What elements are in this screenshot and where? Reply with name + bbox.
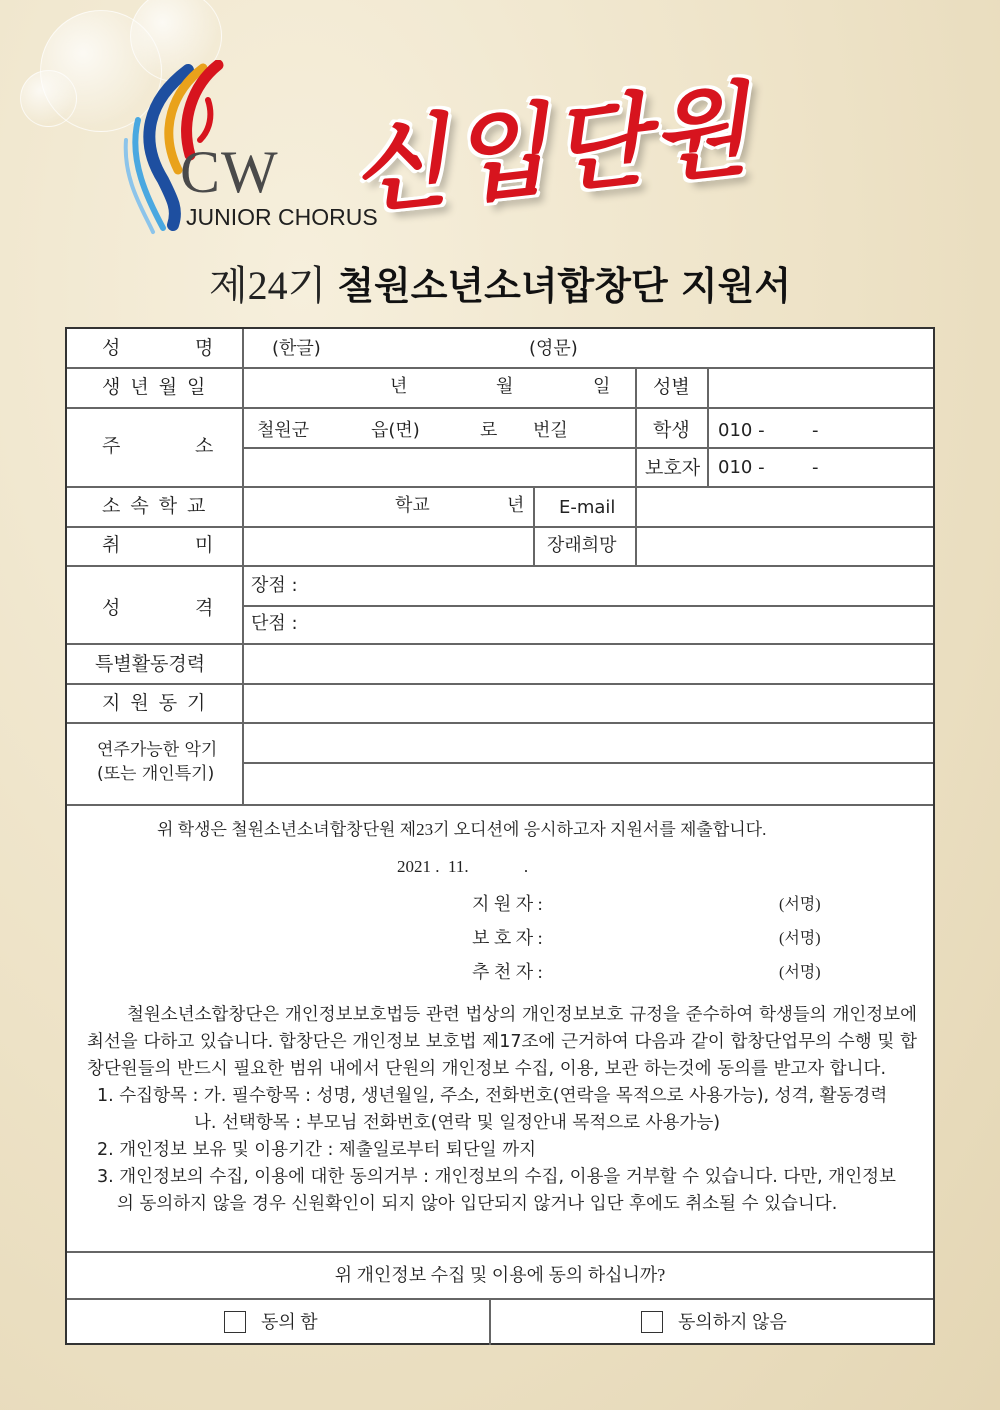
application-form xyxy=(65,327,935,1345)
disagree-label: 동의하지 않음 xyxy=(678,1312,787,1332)
address-number[interactable]: 번길 xyxy=(533,420,568,441)
email-label: E-mail xyxy=(559,497,616,518)
motivation-label: 지원동기 xyxy=(102,692,216,714)
guardian-phone-dash: - xyxy=(812,457,819,478)
agree-label: 동의 함 xyxy=(261,1312,318,1332)
student-phone-field[interactable]: 010 - xyxy=(718,420,765,441)
applicant-label: 지 원 자 : xyxy=(472,894,543,914)
character-label-1: 성 xyxy=(102,597,121,619)
privacy-item-1b: 나. 선택항목 : 부모님 전화번호(연락 및 일정안내 목적으로 사용가능) xyxy=(194,1113,721,1133)
birth-month[interactable]: 월 xyxy=(496,376,514,397)
agree-checkbox[interactable] xyxy=(224,1311,246,1333)
address-label-1: 주 xyxy=(102,435,121,457)
guardian-phone-label: 보호자 xyxy=(645,457,701,479)
gender-label: 성별 xyxy=(653,376,690,398)
grade-suffix[interactable]: 년 xyxy=(507,495,525,516)
name-korean-field[interactable]: (한글) xyxy=(272,338,321,359)
name-label-1: 성 xyxy=(102,337,121,359)
address-label-2: 소 xyxy=(195,435,214,457)
birth-day[interactable]: 일 xyxy=(593,376,611,397)
address-county[interactable]: 철원군 xyxy=(257,420,310,441)
declaration-date: 2021 . 11. . xyxy=(397,857,529,876)
privacy-item-3b: 의 동의하지 않을 경우 신원확인이 되지 않아 입단되지 않거나 입단 후에도 취소될 수 있습니다. xyxy=(117,1194,838,1214)
guardian-label: 보 호 자 : xyxy=(472,928,543,948)
activity-label: 특별활동경력 xyxy=(95,653,206,675)
hobby-label-1: 취 xyxy=(102,534,121,556)
strength-field[interactable]: 장점 : xyxy=(251,575,298,596)
instrument-label-1: 연주가능한 악기 xyxy=(97,740,218,760)
student-phone-label: 학생 xyxy=(653,419,690,441)
declaration-statement: 위 학생은 철원소년소녀합창단원 제23기 오디션에 응시하고자 지원서를 제출합니다. xyxy=(157,820,767,839)
character-label-2: 격 xyxy=(195,597,214,619)
title-generation: 제24기 xyxy=(208,263,327,308)
privacy-intro: 철원소년소합창단은 개인정보보호법등 관련 법상의 개인정보보호 규정을 준수하여 학생들의 개인정보에 최선을 다하고 있습니다. 합창단은 개인정보 보호법 제17조에 근거하여 다음과 같이 합창단업무의 수행 및 합창단원들의 반드시 필요한 범위 내에서 단원의 개인정보 수집, 이용, 보관 하는것에 동의를 받고자 합니다. xyxy=(87,1005,917,1079)
school-suffix[interactable]: 학교 xyxy=(395,495,430,516)
page-title xyxy=(0,263,1000,308)
address-town[interactable]: 읍(면) xyxy=(371,420,420,441)
logo-text: JUNIOR CHORUS xyxy=(186,204,378,230)
privacy-item-1a: 1. 수집항목 : 가. 필수항목 : 성명, 생년월일, 주소, 전화번호(연락을 목적으로 사용가능), 성격, 활동경력 xyxy=(97,1086,888,1106)
school-label: 소속학교 xyxy=(102,495,216,517)
privacy-item-2: 2. 개인정보 보유 및 이용기간 : 제출일로부터 퇴단일 까지 xyxy=(97,1140,537,1160)
applicant-sign[interactable]: (서명) xyxy=(779,896,821,913)
disagree-checkbox[interactable] xyxy=(641,1311,663,1333)
title-main: 철원소년소녀합창단 지원서 xyxy=(337,264,792,308)
instrument-label-2: (또는 개인특기) xyxy=(97,764,215,784)
privacy-item-3a: 3. 개인정보의 수집, 이용에 대한 동의거부 : 개인정보의 수집, 이용을 거부할 수 있습니다. 다만, 개인정보 xyxy=(97,1167,896,1187)
recommender-label: 추 천 자 : xyxy=(472,962,543,982)
name-english-field[interactable]: (영문) xyxy=(529,338,578,359)
consent-question: 위 개인정보 수집 및 이용에 동의 하십니까? xyxy=(334,1265,666,1285)
hobby-label-2: 미 xyxy=(195,534,214,556)
logo-initials: CW xyxy=(180,139,279,205)
birth-label: 생년월일 xyxy=(102,376,216,398)
address-road[interactable]: 로 xyxy=(480,420,498,441)
guardian-sign[interactable]: (서명) xyxy=(779,930,821,947)
student-phone-dash: - xyxy=(812,420,819,441)
recommender-sign[interactable]: (서명) xyxy=(779,964,821,981)
name-label-2: 명 xyxy=(195,337,214,359)
decorative-bubble xyxy=(20,70,77,127)
birth-year[interactable]: 년 xyxy=(390,376,408,397)
future-label: 장래희망 xyxy=(547,535,617,556)
guardian-phone-field[interactable]: 010 - xyxy=(718,457,765,478)
weakness-field[interactable]: 단점 : xyxy=(251,613,298,634)
privacy-notice xyxy=(87,1002,917,1218)
headline: 신입단원 xyxy=(344,70,758,229)
